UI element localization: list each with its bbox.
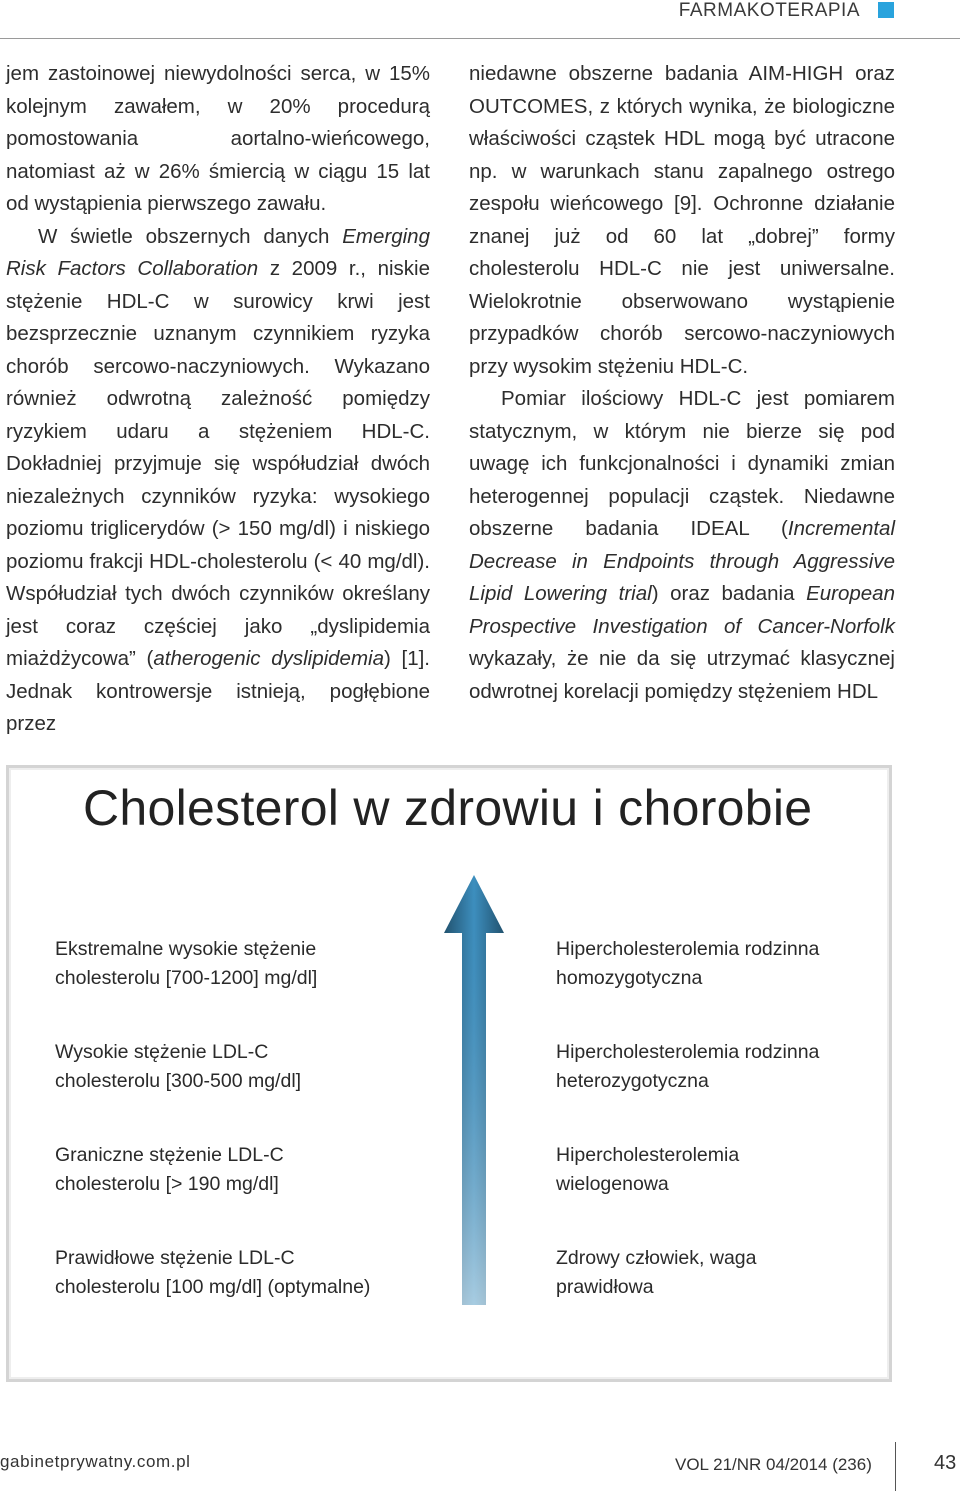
- right-entry-3-line-1: Hipercholesterolemia: [556, 1144, 740, 1166]
- right-p1-text: niedawne obszerne badania AIM-HIGH oraz OUTCOMES, z których wynika, że biologiczne właściwości cząstek HDL mogą być utracone np. w warunkach stanu zapalnego ostrego zespołu wieńcowego [9]. Ochronne działanie znanej już od 60 lat „dobrej” formy cholesterolu HDL-C nie jest uniwersalne. Wielokrotnie obserwowano wystąpienie przypadków chorób sercowo-naczyniowych przy wysokim stężeniu HDL-C.: [469, 62, 895, 378]
- left-p1-text: jem zastoinowej niewydolności serca, w 15% kolejnym zawałem, w 20% procedurą pomostowania aortalno-wieńcowego, natomiast aż w 26% śmiercią w ciągu 15 lat od wystąpienia pierwszego zawału.: [6, 62, 430, 215]
- right-entry-2-line-1: Hipercholesterolemia rodzinna: [556, 1041, 820, 1063]
- section-square-icon: [878, 2, 894, 18]
- left-entry-1: [55, 935, 435, 993]
- left-p2-text-c: ) [1]. Jednak kontrowersje istnieją, pogłębione przez: [6, 647, 430, 735]
- left-p2-text-b: z 2009 r., niskie stężenie HDL-C w surowicy krwi jest bezsprzecznie uznanym czynnikiem ryzyka chorób sercowo-naczyniowych. Wykazano również odwrotną zależność pomiędzy ryzykiem udaru a stężeniem HDL-C. Dokładniej przyjmuje się współudział dwóch niezależnych czynników ryzyka: wysokiego poziomu triglicerydów (> 150 mg/dl) i niskiego poziomu frakcji HDL-cholesterolu (< 40 mg/dl). Współudział tych dwóch czynników określany jest coraz częściej jako „dyslipidemia miażdżycowa” (: [6, 257, 430, 670]
- right-entry-1-line-1: Hipercholesterolemia rodzinna: [556, 938, 820, 960]
- left-p2-text-a: W świetle obszernych danych: [38, 224, 343, 248]
- right-entry-1-line-2: homozygotyczna: [556, 967, 703, 989]
- section-label: FARMAKOTERAPIA: [678, 0, 860, 21]
- footer-volume: VOL 21/NR 04/2014 (236): [675, 1455, 872, 1474]
- right-p2-text-b: ) oraz badania: [651, 582, 807, 605]
- right-paragraph-1: [469, 58, 895, 383]
- left-entry-3-line-1: Graniczne stężenie LDL-C: [55, 1144, 284, 1166]
- left-column: [6, 58, 430, 741]
- right-entry-2-line-2: heterozygotyczna: [556, 1070, 709, 1092]
- header-rule: [0, 38, 960, 39]
- up-arrow-icon: [444, 875, 504, 1305]
- figure-title: Cholesterol w zdrowiu i chorobie: [83, 780, 813, 836]
- left-entry-2-line-2: cholesterolu [300-500 mg/dl]: [55, 1070, 302, 1092]
- right-p2-text-a: Pomiar ilościowy HDL-C jest pomiarem statycznym, w którym nie bierze się pod uwagę ich funkcjonalności i dynamiki zmian heterogennej populacji cząstek. Niedawne obszerne badania IDEAL (: [469, 387, 895, 540]
- footer-divider: [895, 1442, 896, 1491]
- left-entry-1-line-1: Ekstremalne wysokie stężenie: [55, 938, 317, 960]
- left-p2-italic-2: atherogenic dyslipidemia: [153, 647, 384, 670]
- left-paragraph-2: [6, 221, 430, 741]
- right-p2-italic-2: European Prospective Investigation of Cancer-Norfolk: [469, 582, 895, 638]
- right-entry-3: [556, 1141, 876, 1199]
- left-entry-3-line-2: cholesterolu [> 190 mg/dl]: [55, 1173, 279, 1195]
- left-entry-4: [55, 1244, 435, 1302]
- left-entry-3: [55, 1141, 435, 1199]
- left-p2-italic: Emerging Risk Factors Collaboration: [6, 224, 430, 280]
- right-paragraph-2: [469, 383, 895, 708]
- page-header: [0, 0, 960, 40]
- left-entry-4-line-1: Prawidłowe stężenie LDL-C: [55, 1247, 295, 1269]
- right-entry-4-line-1: Zdrowy człowiek, waga: [556, 1247, 757, 1269]
- right-entry-1: [556, 935, 876, 993]
- footer-website-link[interactable]: gabinetprywatny.com.pl: [0, 1452, 191, 1471]
- left-entry-2: [55, 1038, 435, 1096]
- right-entry-4: [556, 1244, 876, 1302]
- left-entry-2-line-1: Wysokie stężenie LDL-C: [55, 1041, 269, 1063]
- right-p2-text-c: wykazały, że nie da się utrzymać klasycznej odwrotnej korelacji pomiędzy stężeniem HDL: [469, 647, 895, 703]
- page-number: 43: [934, 1452, 957, 1474]
- left-paragraph-1: [6, 58, 430, 221]
- right-p2-italic: Incremental Decrease in Endpoints through Aggressive Lipid Lowering trial: [469, 517, 895, 605]
- right-column: [469, 58, 895, 708]
- left-entry-4-line-2: cholesterolu [100 mg/dl] (optymalne): [55, 1276, 371, 1298]
- right-entry-2: [556, 1038, 876, 1096]
- right-entry-4-line-2: prawidłowa: [556, 1276, 654, 1298]
- left-entry-1-line-2: cholesterolu [700-1200] mg/dl]: [55, 967, 318, 989]
- right-entry-3-line-2: wielogenowa: [556, 1173, 669, 1195]
